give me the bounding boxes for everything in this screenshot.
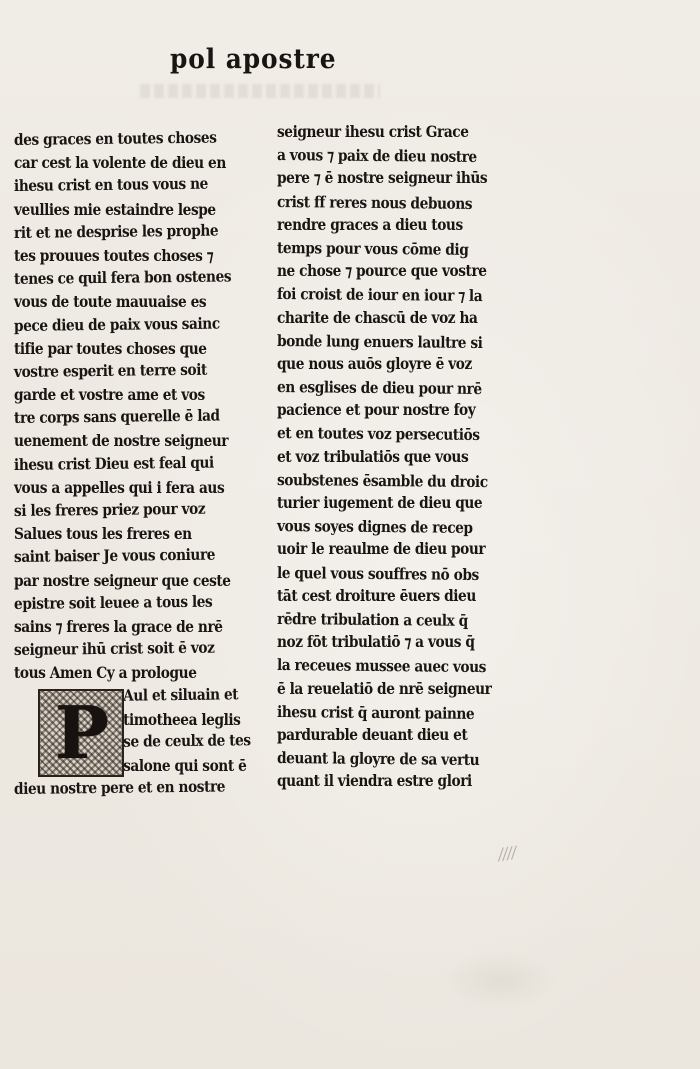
- text-line: vous a appelles qui i fera aus: [14, 477, 225, 497]
- text-line: tāt cest droiture ēuers dieu: [277, 585, 476, 605]
- text-line: la receues mussee auec vous: [276, 655, 487, 677]
- text-line: vostre esperit en terre soit: [13, 359, 207, 381]
- text-line: pacience et pour nostre foy: [277, 400, 476, 420]
- text-line: ihesu crist q̄ auront painne: [276, 701, 475, 723]
- text-line: car cest la volente de dieu en: [14, 153, 226, 173]
- text-line: seigneur ihesu crist Grace: [277, 122, 469, 141]
- text-line: tifie par toutes choses que: [14, 338, 207, 358]
- text-line: pardurable deuant dieu et: [277, 724, 468, 744]
- text-line: pece dieu de paix vous sainc: [13, 313, 220, 335]
- running-head: pol apostre: [170, 44, 337, 75]
- text-line: en esglises de dieu pour nrē: [276, 377, 482, 399]
- text-line: vous soyes dignes de recep: [276, 516, 473, 538]
- left-column: [14, 128, 264, 800]
- text-line: epistre soit leuee a tous les: [13, 591, 213, 613]
- text-line: dieu nostre pere et en nostre: [13, 776, 226, 799]
- text-line: le quel vous souffres nō obs: [276, 562, 479, 584]
- text-line: ihesu crist Dieu est feal qui: [13, 452, 214, 474]
- text-line: turier iugement de dieu que: [277, 493, 483, 512]
- text-line: veullies mie estaindre lespe: [14, 199, 216, 219]
- text-line: que nous auōs gloyre ē voz: [277, 353, 472, 373]
- text-line: temps pour vous cōme dig: [276, 237, 469, 259]
- text-line: Salues tous les freres en: [14, 524, 192, 544]
- text-line: ē la reuelatiō de nrē seigneur: [277, 678, 492, 698]
- text-line: et en toutes voz persecutiōs: [276, 423, 480, 445]
- text-line: rendre graces a dieu tous: [277, 214, 463, 234]
- text-line: se de ceulx de tes: [123, 730, 251, 751]
- text-line: uoir le reaulme de dieu pour: [277, 539, 486, 559]
- text-line: timotheea leglis: [123, 709, 241, 729]
- text-line: soubstenes ēsamble du droic: [276, 469, 488, 491]
- right-column: [277, 120, 535, 792]
- text-line: crist ff reres nous debuons: [276, 191, 473, 213]
- text-line: ihesu crist en tous vous ne: [13, 174, 209, 196]
- text-line: des graces en toutes choses: [13, 127, 217, 149]
- text-line: bonde lung enuers laultre si: [276, 330, 483, 352]
- text-line: seigneur ihū crist soit ē voz: [13, 637, 215, 660]
- text-line: tenes ce quil fera bon ostenes: [13, 266, 232, 289]
- show-through-text: [140, 84, 380, 98]
- text-line: rēdre tribulation a ceulx q̄: [276, 608, 468, 630]
- pencil-mark: ////: [496, 842, 517, 864]
- text-line: quant il viendra estre glori: [277, 771, 472, 791]
- text-line: sains ⁊ freres la grace de nrē: [14, 616, 223, 636]
- text-line: uenement de nostre seigneur: [14, 431, 229, 451]
- text-line: foi croist de iour en iour ⁊ la: [276, 284, 483, 306]
- text-line: pere ⁊ ē nostre seigneur ihūs: [277, 168, 488, 188]
- initial-letter: P: [54, 690, 110, 775]
- text-line: salone qui sont ē: [123, 756, 247, 776]
- text-line: tes prouues toutes choses ⁊: [14, 245, 214, 265]
- text-line: ne chose ⁊ pource que vostre: [277, 261, 487, 281]
- text-line: saint baiser Je vous coniure: [13, 544, 216, 567]
- text-line: Aul et siluain et: [123, 683, 239, 705]
- text-line: tre corps sans querelle ē lad: [13, 405, 220, 428]
- page-stain: [440, 950, 560, 1010]
- text-line: tous Amen Cy a prologue: [14, 663, 197, 683]
- text-line: par nostre seigneur que ceste: [14, 570, 231, 590]
- text-line: noz fōt tribulatiō ⁊ a vous q̄: [277, 632, 475, 652]
- text-line: et voz tribulatiōs que vous: [277, 446, 469, 466]
- text-line: vous de toute mauuaise es: [14, 292, 207, 312]
- text-line: garde et vostre ame et vos: [14, 385, 205, 405]
- text-line: a vous ⁊ paix de dieu nostre: [276, 145, 477, 167]
- text-line: deuant la gloyre de sa vertu: [276, 748, 480, 770]
- text-line: si les freres priez pour voz: [13, 498, 206, 520]
- text-line: charite de chascū de voz ha: [277, 307, 478, 327]
- text-line: rit et ne desprise les prophe: [13, 220, 219, 242]
